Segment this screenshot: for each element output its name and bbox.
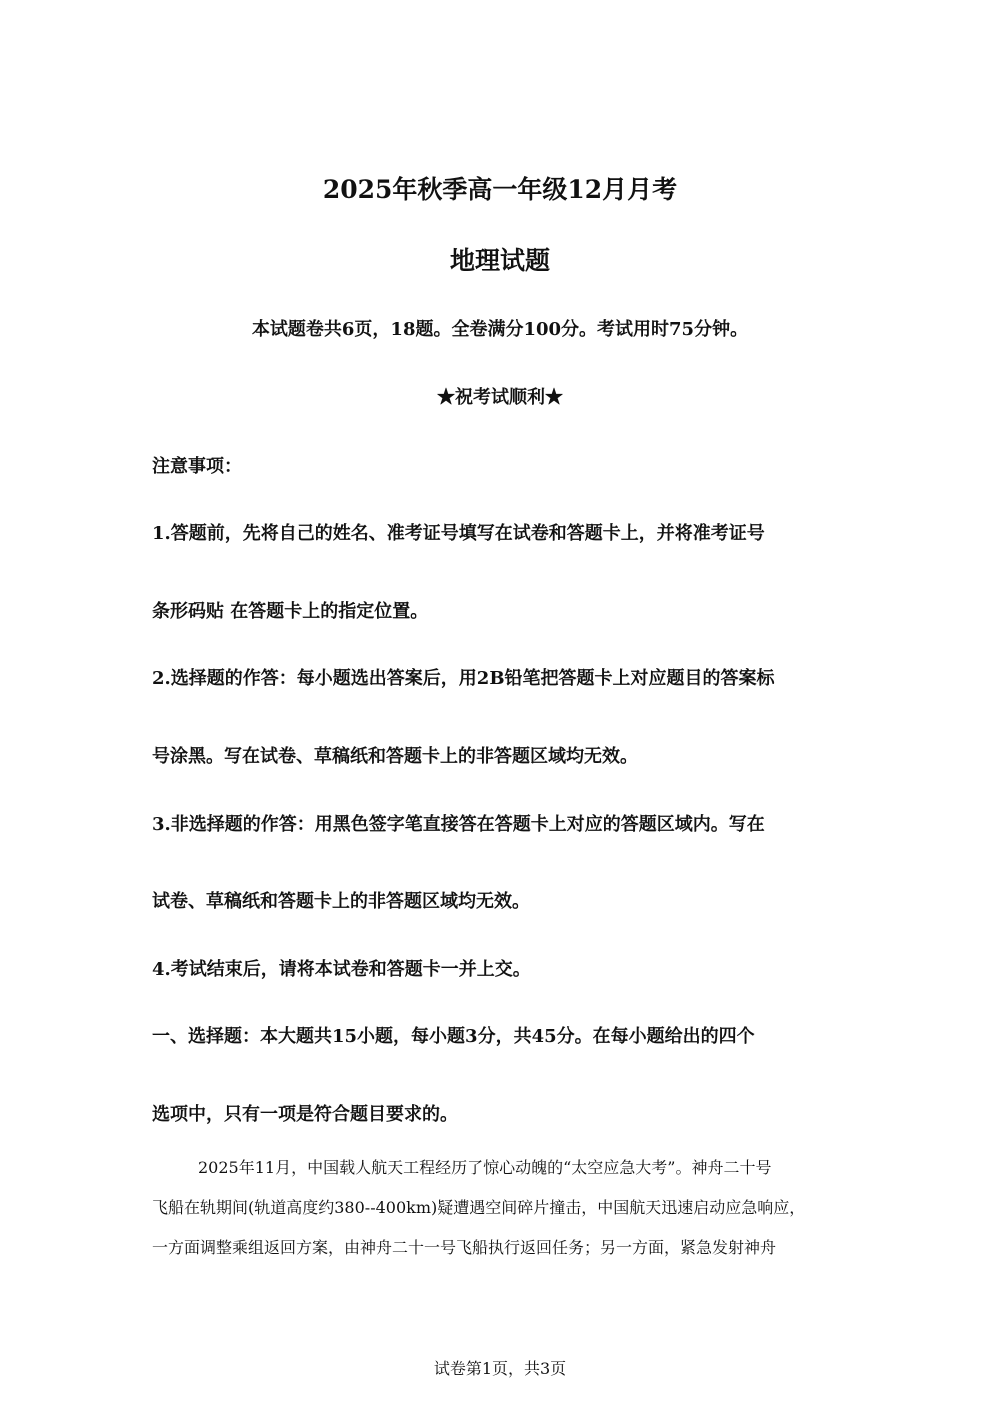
exam-subject: 地理试题 bbox=[449, 246, 550, 275]
exam-info: 本试题卷共6页，18题。全卷满分100分。考试用时75分钟。 bbox=[251, 319, 749, 340]
passage-line: 一方面调整乘组返回方案，由神舟二十一号飞船执行返回任务；另一方面，紧急发射神舟 bbox=[152, 1238, 777, 1257]
notice-line: 号涂黑。写在试卷、草稿纸和答题卡上的非答题区域均无效。 bbox=[152, 746, 638, 767]
passage-line: 2025年11月，中国载人航天工程经历了惊心动魄的“太空应急大考”。神舟二十号 bbox=[198, 1158, 772, 1177]
passage-line: 飞船在轨期间(轨道高度约380--400km)疑遭遇空间碎片撞击，中国航天迅速启动应急响应， bbox=[152, 1198, 806, 1217]
section-heading: 一、选择题：本大题共15小题，每小题3分，共45分。在每小题给出的四个 bbox=[152, 1026, 755, 1047]
notice-line: 1.答题前，先将自己的姓名、准考证号填写在试卷和答题卡上，并将准考证号 bbox=[152, 523, 765, 544]
notice-heading: 注意事项： bbox=[152, 456, 242, 477]
page-footer: 试卷第1页，共3页 bbox=[433, 1359, 567, 1378]
notice-line: 3.非选择题的作答：用黑色签字笔直接答在答题卡上对应的答题区域内。写在 bbox=[152, 814, 765, 835]
exam-title: 2025年秋季高一年级12月月考 bbox=[322, 175, 678, 204]
notice-line: 试卷、草稿纸和答题卡上的非答题区域均无效。 bbox=[152, 891, 530, 912]
notice-line: 条形码贴 在答题卡上的指定位置。 bbox=[152, 601, 429, 622]
exam-blessing: ★祝考试顺利★ bbox=[437, 387, 563, 408]
notice-line: 2.选择题的作答：每小题选出答案后，用2B铅笔把答题卡上对应题目的答案标 bbox=[152, 668, 775, 689]
notice-line: 4.考试结束后，请将本试卷和答题卡一并上交。 bbox=[152, 959, 531, 980]
section-heading: 选项中，只有一项是符合题目要求的。 bbox=[152, 1104, 458, 1125]
